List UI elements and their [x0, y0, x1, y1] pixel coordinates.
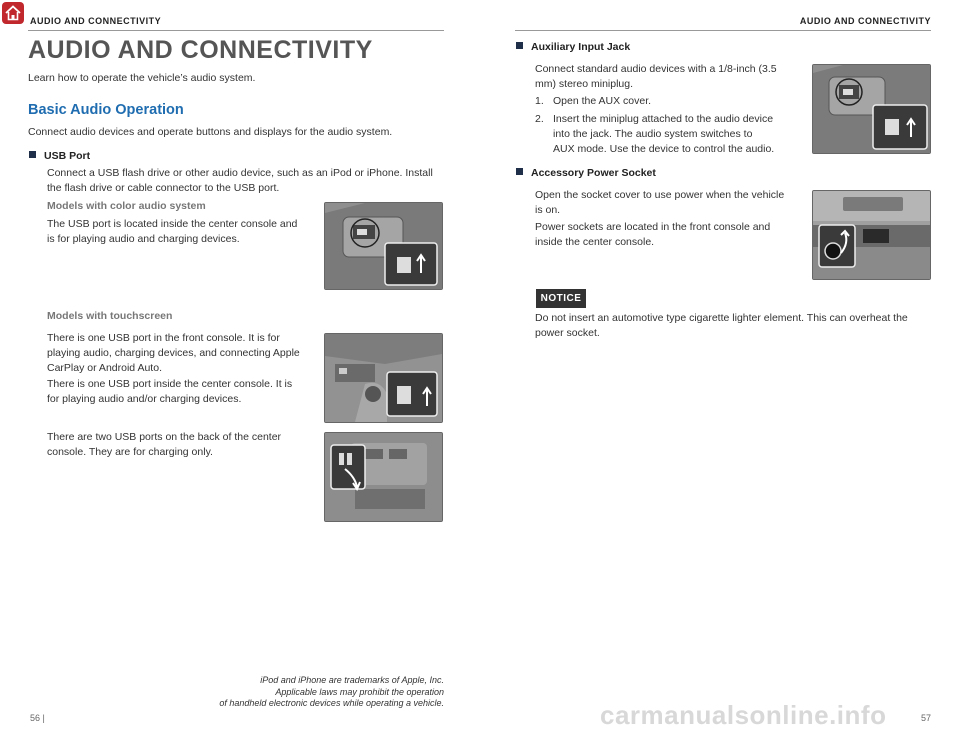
usb-intro-line: Connect a USB flash drive or other audio device, such as an iPod or iPhone. Install	[47, 167, 433, 179]
footnote-line: iPod and iPhone are trademarks of Apple, Inc.	[260, 675, 444, 685]
aux-intro	[535, 62, 777, 92]
aux-step	[535, 94, 785, 109]
watermark: carmanualsonline.info	[600, 700, 887, 730]
usb-heading	[29, 150, 90, 162]
step-text: AUX mode. Use the device to control the audio.	[553, 143, 775, 155]
socket-text-2	[535, 220, 770, 250]
aux-step	[535, 112, 785, 157]
touchscreen-line: for playing audio and/or charging devices.	[47, 393, 242, 405]
step-text: into the jack. The audio system switches to	[553, 128, 753, 140]
socket-line: Power sockets are located in the front console and	[535, 221, 771, 233]
aux-jack-image	[812, 64, 931, 154]
rear-usb-text	[47, 430, 281, 460]
color-audio-line: The USB port is located inside the center console and	[47, 218, 298, 230]
touchscreen-line: CarPlay or Android Auto.	[47, 362, 162, 374]
step-text: Insert the miniplug attached to the audio device	[553, 113, 774, 125]
aux-steps	[535, 94, 785, 157]
notice-text	[535, 311, 908, 341]
rear-usb-line: console. They are for charging only.	[47, 446, 213, 458]
left-running-header: AUDIO AND CONNECTIVITY	[30, 16, 162, 26]
socket-line: is on.	[535, 204, 561, 216]
section-title: Basic Audio Operation	[28, 102, 184, 118]
right-header-rule	[515, 30, 931, 31]
step-number: 2.	[535, 113, 544, 125]
color-audio-subheading: Models with color audio system	[47, 200, 206, 212]
notice-badge: NOTICE	[536, 289, 586, 308]
step-number: 1.	[535, 95, 544, 107]
touchscreen-line: There is one USB port inside the center console. It is	[47, 378, 293, 390]
step-text: Open the AUX cover.	[553, 95, 652, 107]
rear-usb-ports-image	[324, 432, 443, 522]
square-bullet-icon	[516, 42, 523, 49]
left-header-rule	[28, 30, 444, 31]
usb-intro-line: the flash drive or cable connector to the USB port.	[47, 182, 280, 194]
socket-line: inside the center console.	[535, 236, 655, 248]
touchscreen-line: There is one USB port in the front console. It is for	[47, 332, 280, 344]
home-button[interactable]	[2, 2, 24, 24]
socket-heading	[516, 167, 656, 179]
touchscreen-text-2	[47, 377, 292, 407]
socket-line: Open the socket cover to use power when the vehicle	[535, 189, 785, 201]
right-running-header: AUDIO AND CONNECTIVITY	[799, 16, 931, 26]
intro-text: Learn how to operate the vehicle’s audio system.	[28, 72, 256, 84]
socket-heading-label: Accessory Power Socket	[531, 167, 656, 179]
footnote-line: of handheld electronic devices while operating a vehicle.	[219, 698, 444, 708]
touchscreen-line: playing audio, charging devices, and connecting Apple	[47, 347, 300, 359]
notice-line: power socket.	[535, 327, 600, 339]
aux-heading-label: Auxiliary Input Jack	[531, 41, 631, 53]
footnote-line: Applicable laws may prohibit the operation	[275, 686, 444, 697]
aux-intro-line: Connect standard audio devices with a 1/8-inch (3.5	[535, 63, 777, 75]
usb-intro	[47, 166, 433, 196]
trademark-footnote	[219, 675, 444, 710]
power-socket-image	[812, 190, 931, 280]
usb-front-console-image	[324, 333, 443, 423]
touchscreen-text-1	[47, 331, 300, 376]
aux-heading	[516, 41, 630, 53]
color-audio-text	[47, 217, 297, 247]
socket-text-1	[535, 188, 784, 218]
square-bullet-icon	[29, 151, 36, 158]
notice-line: Do not insert an automotive type cigarette lighter element. This can overheat the	[535, 312, 908, 324]
usb-center-console-image	[324, 202, 443, 290]
color-audio-line: is for playing audio and charging devices.	[47, 233, 240, 245]
usb-heading-label: USB Port	[44, 150, 91, 162]
page-number-left: 56 |	[30, 713, 45, 723]
page-title: AUDIO AND CONNECTIVITY	[28, 36, 373, 64]
aux-intro-line: mm) stereo miniplug.	[535, 78, 634, 90]
section-intro: Connect audio devices and operate buttons and displays for the audio system.	[28, 126, 393, 138]
page-number-right: 57	[920, 713, 931, 723]
touchscreen-subheading: Models with touchscreen	[47, 310, 173, 322]
square-bullet-icon	[516, 168, 523, 175]
rear-usb-line: There are two USB ports on the back of the center	[47, 431, 282, 443]
home-icon	[2, 2, 24, 24]
